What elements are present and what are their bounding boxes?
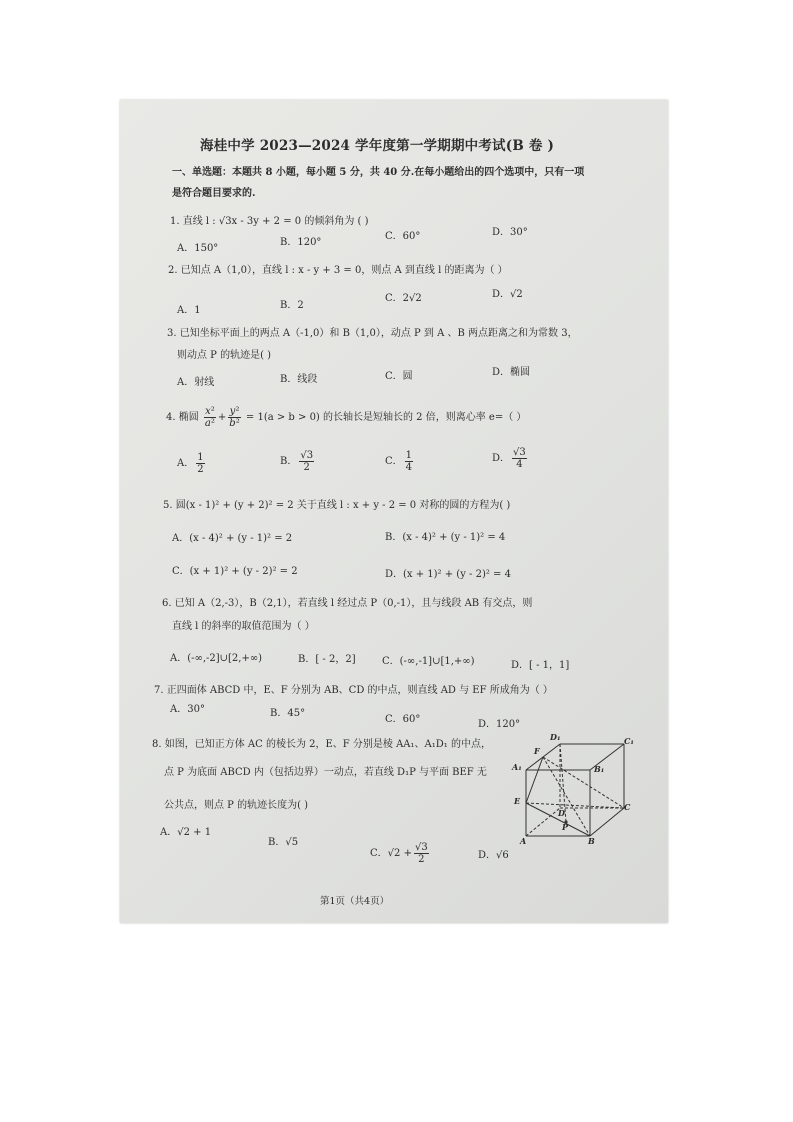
cube-label-f: F (534, 746, 540, 756)
question-3-stem-cont: 则动点 P 的轨迹是( ) (177, 350, 272, 361)
cube-label-b1: B₁ (594, 764, 605, 774)
ellipse-term-x: $\frac{\text{x²}}{\text{a²}}$ (204, 406, 215, 429)
question-4-stem: 4. 椭圆 $\frac{\text{x²}}{\text{a²}}$ + $\frac{\text{y²}}{\text{b²}}$ = 1(a > b > 0) 的长轴长是短轴长的 2 倍，则离心率 e=（ ） (166, 406, 527, 429)
question-6-option-d: D．[ - 1，1] (511, 660, 570, 671)
question-6-option-b: B．[ - 2，2] (298, 654, 356, 665)
question-4-stem-suffix: = 1(a > b > 0) 的长轴长是短轴长的 2 倍，则离心率 e=（ ） (245, 412, 527, 423)
question-7-stem: 7. 正四面体 ABCD 中，E、F 分别为 AB、CD 的中点，则直线 AD 与 EF 所成角为（ ） (154, 685, 553, 696)
question-5-option-c: C．(x + 1)² + (y - 2)² = 2 (172, 566, 298, 577)
question-7-option-c: C．60° (385, 714, 421, 725)
question-7-option-b: B．45° (270, 708, 306, 719)
question-8-option-d: D．√6 (478, 850, 509, 861)
cube-label-d1: D₁ (550, 732, 561, 742)
cube-label-d: D (558, 808, 565, 818)
question-1-option-a: A．150° (177, 243, 219, 254)
question-2-option-c: C．2√2 (385, 293, 422, 304)
cube-label-c1: C₁ (624, 736, 634, 746)
question-8-stem-cont2: 公共点，则点 P 的轨迹长度为( ) (164, 800, 309, 811)
question-8-option-c: C．√2 + $\frac{√3}{2}$ (370, 842, 428, 865)
question-6-option-c: C．(-∞,-1]∪[1,+∞) (382, 656, 475, 667)
question-5-stem: 5. 圆(x - 1)² + (y + 2)² = 2 关于直线 l : x + y - 2 = 0 对称的圆的方程为( ) (163, 500, 511, 511)
question-4-option-c: C． $\frac{1}{4}$ (385, 450, 413, 473)
question-6-stem-cont: 直线 l 的斜率的取值范围为（ ） (172, 621, 315, 632)
question-5-option-b: B．(x - 4)² + (y - 1)² = 4 (385, 532, 506, 543)
cube-label-b: B (588, 836, 595, 846)
question-8-stem-cont: 点 P 为底面 ABCD 内（包括边界）一动点，若直线 D₁P 与平面 BEF 无 (164, 767, 487, 778)
cube-label-c: C (624, 802, 631, 812)
question-3-option-d: D．椭圆 (492, 367, 531, 378)
question-1-stem: 1. 直线 l : √3x - 3y + 2 = 0 的倾斜角为 ( ) (170, 216, 369, 227)
section-heading-line1: 一、单选题：本题共 8 小题，每小题 5 分，共 40 分.在每小题给出的四个选项中，只有一项 (172, 167, 585, 178)
cube-label-p: P (562, 822, 569, 832)
question-1-option-d: D．30° (492, 227, 528, 238)
question-3-option-b: B．线段 (280, 374, 318, 385)
question-1-option-b: B．120° (280, 237, 322, 248)
question-3-option-c: C．圆 (385, 371, 413, 382)
question-7-option-a: A．30° (170, 704, 205, 715)
question-8-option-a: A．√2 + 1 (160, 827, 212, 838)
cube-label-e: E (514, 796, 521, 806)
question-4-option-d: D． $\frac{√3}{4}$ (492, 447, 526, 470)
question-3-stem: 3. 已知坐标平面上的两点 A（-1,0）和 B（1,0），动点 P 到 A 、B 两点距离之和为常数 3， (167, 328, 578, 339)
question-4-option-b: B． $\frac{√3}{2}$ (280, 450, 314, 473)
question-8-option-b: B．√5 (268, 837, 299, 848)
section-heading-line2: 是符合题目要求的. (172, 188, 256, 199)
question-2-option-d: D．√2 (492, 289, 523, 300)
question-2-stem: 2. 已知点 A（1,0），直线 l : x - y + 3 = 0，则点 A 到直线 l 的距离为（ ） (168, 265, 508, 276)
cube-label-a1: A₁ (512, 762, 522, 772)
question-8-stem: 8. 如图，已知正方体 AC 的棱长为 2，E、F 分别是棱 AA₁、A₁D₁ 的中点， (152, 739, 491, 750)
cube-label-a: A (520, 836, 527, 846)
question-5-option-d: D．(x + 1)² + (y - 2)² = 4 (385, 569, 511, 580)
question-7-option-d: D．120° (478, 719, 521, 730)
question-6-stem: 6. 已知 A（2,-3），B（2,1），若直线 l 经过点 P（0,-1），且与线段 AB 有交点，则 (162, 598, 533, 609)
question-4-option-a: A． $\frac{1}{2}$ (177, 452, 204, 475)
question-6-option-a: A．(-∞,-2]∪[2,+∞) (170, 653, 263, 664)
ellipse-term-y: $\frac{\text{y²}}{\text{b²}}$ (229, 406, 240, 429)
question-2-option-a: A．1 (177, 305, 201, 316)
question-4-stem-prefix: 4. 椭圆 (166, 412, 199, 423)
question-1-option-c: C．60° (385, 231, 421, 242)
cube-figure (512, 732, 634, 848)
question-5-option-a: A．(x - 4)² + (y - 1)² = 2 (172, 533, 293, 544)
question-2-option-b: B．2 (280, 300, 304, 311)
exam-sheet (120, 100, 668, 923)
exam-title: 海桂中学 2023—2024 学年度第一学期期中考试(B 卷 ) (200, 138, 555, 154)
question-3-option-a: A．射线 (177, 377, 215, 388)
page-footer: 第1页（共4页） (320, 896, 390, 907)
